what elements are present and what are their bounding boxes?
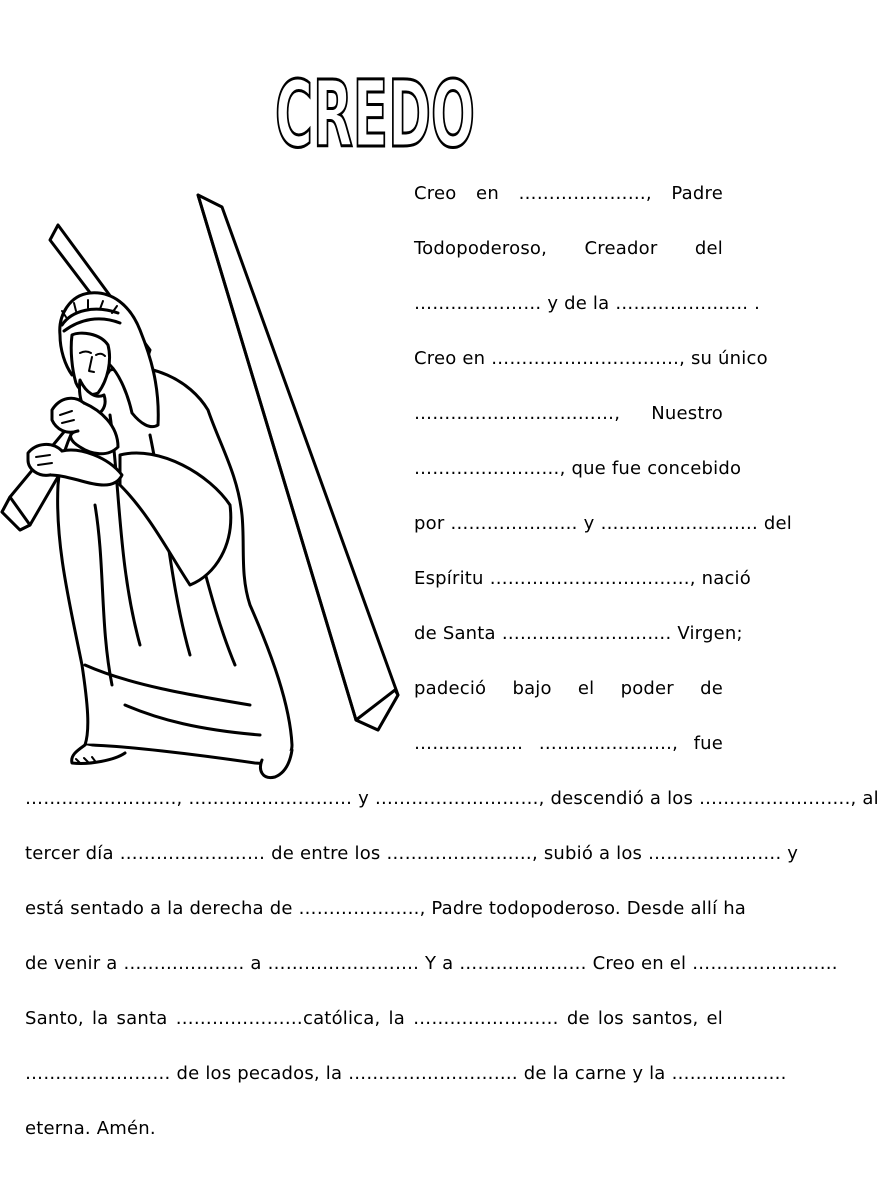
text-line: Espíritu ……………………………, nació — [414, 568, 751, 589]
jesus-carrying-cross-illustration — [0, 185, 410, 785]
text-line: Creo en …………………………., su único — [414, 348, 768, 369]
text-line: ……………………, que fue concebido — [414, 458, 742, 479]
text-line: ……………… …………………., fue — [414, 733, 723, 754]
text-line: por ………………… y …………………….. del — [414, 513, 792, 534]
text-line: padeció bajo el poder de — [414, 678, 723, 699]
text-line: ……………………., ……………………… y ………………………, descendió a los ……………………., al — [25, 788, 879, 809]
text-line: de venir a ……………….. a ……………………. Y a ………………… Creo en el …………………… — [25, 953, 838, 974]
text-line: tercer día …………………… de entre los ……………………, subió a los …………………. y — [25, 843, 799, 864]
title-text: CREDO — [275, 61, 475, 168]
text-line: Todopoderoso, Creador del — [414, 238, 723, 259]
text-line: Santo, la santa …………………católica, la …………………… de los santos, el — [25, 1008, 723, 1029]
text-line: está sentado a la derecha de ……………….., Padre todopoderoso. Desde allí ha — [25, 898, 747, 919]
text-line: ………………… y de la ……………….... . — [414, 293, 761, 314]
text-line: …………………… de los pecados, la ………………………. de la carne y la ………………. — [25, 1063, 787, 1084]
page-title — [270, 61, 480, 168]
text-line: Creo en …………………, Padre — [414, 183, 723, 204]
text-line: ……………………………, Nuestro — [414, 403, 723, 424]
text-line: de Santa ………………………. Virgen; — [414, 623, 743, 644]
text-line: eterna. Amén. — [25, 1118, 156, 1139]
